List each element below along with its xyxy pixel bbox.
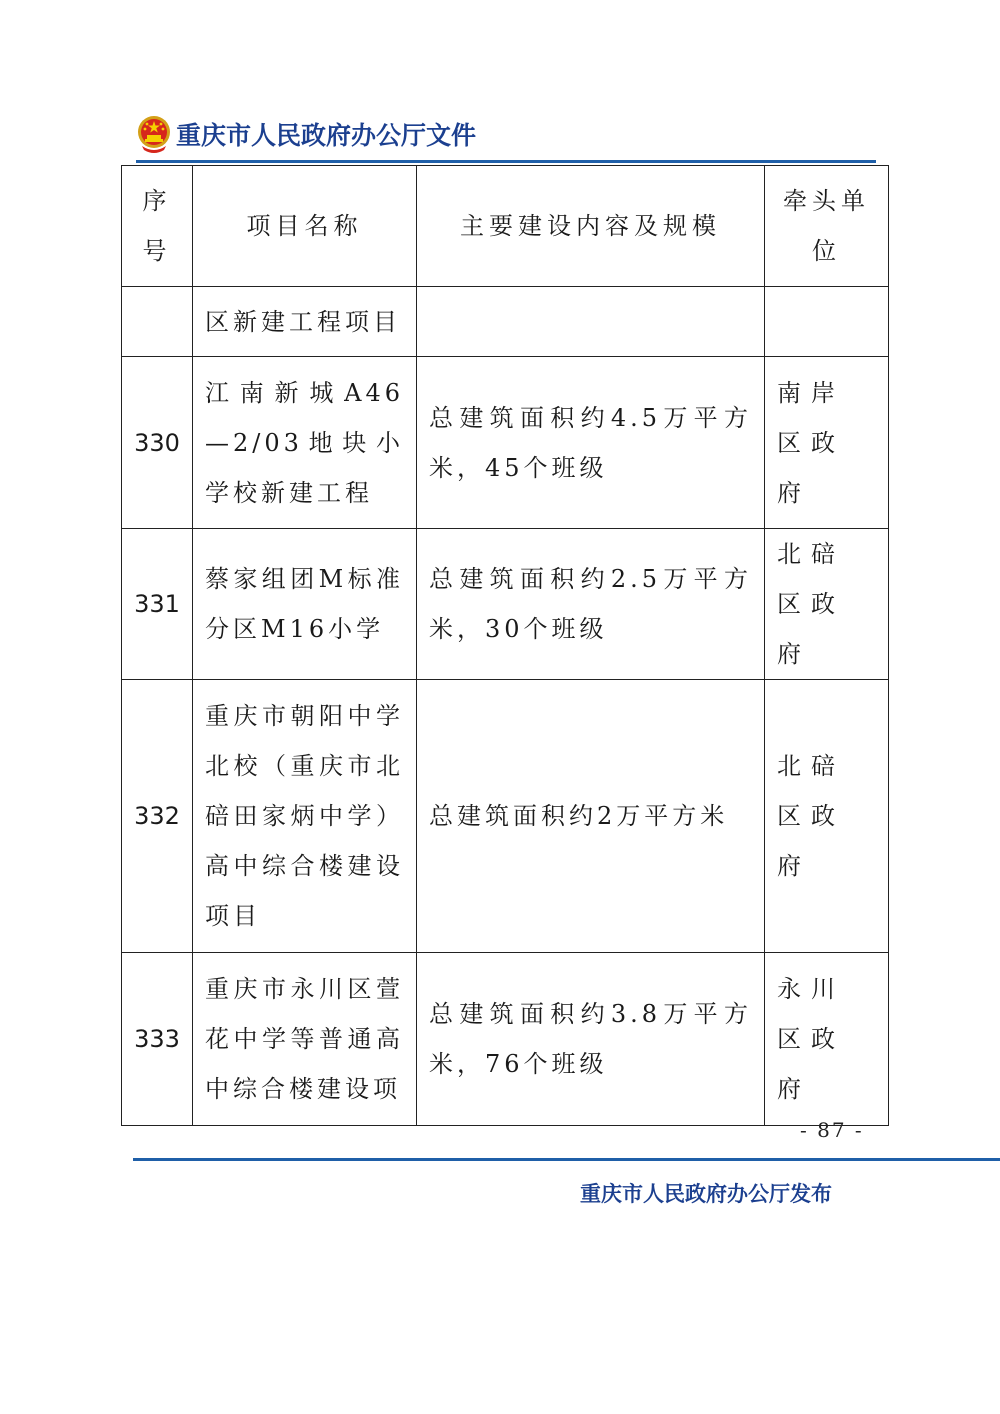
row-number: 332	[122, 680, 193, 953]
lead-unit	[765, 287, 889, 357]
project-name: 蔡家组团M标准分区M16小学	[193, 529, 417, 680]
row-number	[122, 287, 193, 357]
table-row	[122, 680, 889, 953]
project-name: 重庆市永川区萱花中学等普通高中综合楼建设项	[193, 953, 417, 1126]
document-header	[136, 112, 476, 156]
row-number: 333	[122, 953, 193, 1126]
column-header-no: 序号	[122, 166, 193, 287]
table-row	[122, 287, 889, 357]
lead-unit: 南岸区政府	[765, 357, 889, 529]
project-name: 江南新城A46—2/03地块小学校新建工程	[193, 357, 417, 529]
page-number: - 87 -	[800, 1118, 864, 1142]
table-row	[122, 357, 889, 529]
project-name: 区新建工程项目	[193, 287, 417, 357]
footer-publisher: 重庆市人民政府办公厅发布	[580, 1182, 832, 1206]
project-table	[121, 165, 889, 1126]
row-number: 330	[122, 357, 193, 529]
header-divider	[136, 160, 876, 163]
column-header-content: 主要建设内容及规模	[417, 166, 765, 287]
project-content: 总建筑面积约2万平方米	[417, 680, 765, 953]
project-content: 总建筑面积约3.8万平方米，76个班级	[417, 953, 765, 1126]
lead-unit: 北碚区政府	[765, 680, 889, 953]
lead-unit: 永川区政府	[765, 953, 889, 1126]
table-row	[122, 529, 889, 680]
table-row	[122, 953, 889, 1126]
row-number: 331	[122, 529, 193, 680]
lead-unit: 北碚区政府	[765, 529, 889, 680]
table-header-row	[122, 166, 889, 287]
national-emblem-icon	[136, 114, 172, 154]
project-content: 总建筑面积约2.5万平方米，30个班级	[417, 529, 765, 680]
project-content: 总建筑面积约4.5万平方米，45个班级	[417, 357, 765, 529]
column-header-unit: 牵头单位	[765, 166, 889, 287]
project-name: 重庆市朝阳中学北校（重庆市北碚田家炳中学）高中综合楼建设项目	[193, 680, 417, 953]
footer-divider	[133, 1158, 1000, 1161]
header-title: 重庆市人民政府办公厅文件	[176, 121, 477, 150]
project-content	[417, 287, 765, 357]
column-header-name: 项目名称	[193, 166, 417, 287]
